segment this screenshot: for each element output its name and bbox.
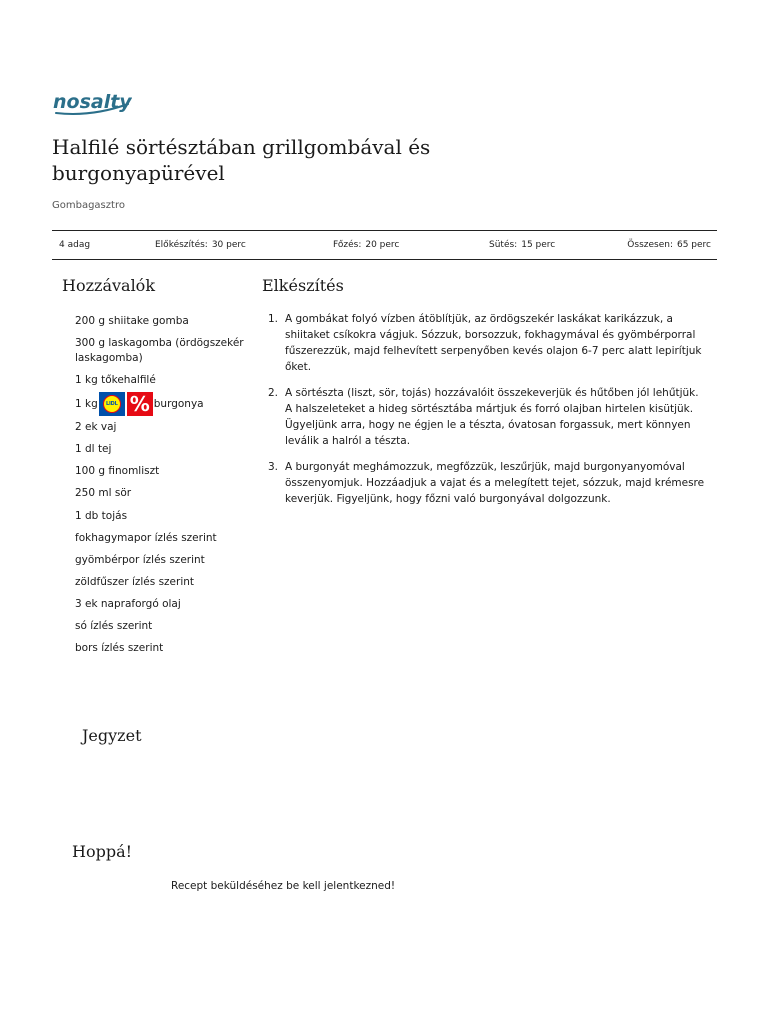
nosalty-logo[interactable] bbox=[52, 84, 132, 118]
prep-time: Előkészítés: 30 perc bbox=[155, 240, 246, 250]
ingredient-item: só ízlés szerint bbox=[75, 620, 153, 632]
ingredient-item: 1 db tojás bbox=[75, 510, 128, 522]
nosalty-logo-icon bbox=[52, 84, 132, 118]
lidl-logo-icon: LIDL bbox=[99, 392, 125, 416]
method-step: 2. A sörtészta (liszt, sör, tojás) hozzávalóit összekeverjük és hűtőben jól lehűtjük. A halszeleteket a hideg sörtésztába mártjuk és forró olajban hirtelen kisütjük. Ügyeljünk arra, hogy ne égjen le a tészta, óvatosan forgassuk, mert könnyen leválik a halról a tészta. bbox=[268, 387, 699, 447]
servings: 4 adag bbox=[59, 240, 91, 250]
ingredient-item: gyömbérpor ízlés szerint bbox=[75, 554, 205, 566]
ingredient-item: 200 g shiitake gomba bbox=[75, 315, 189, 327]
ingredient-list bbox=[75, 314, 255, 656]
note-heading: Jegyzet bbox=[82, 726, 142, 745]
ingredient-item: 300 g laskagomba (ördögszekér laskagomba) bbox=[75, 337, 244, 364]
method-step: 3. A burgonyát meghámozzuk, megfőzzük, leszűrjük, majd burgonyanyomóval összenyomjuk. Hozzáadjuk a vajat és a melegített tejet, sózzuk, majd krémesre keverjük. Figyeljünk, hogy főzni való burgonyával dolgozzunk. bbox=[268, 461, 705, 505]
ingredient-item: zöldfűszer ízlés szerint bbox=[75, 576, 195, 588]
ingredient-item: 100 g finomliszt bbox=[75, 465, 160, 477]
lidl-promo-badge[interactable] bbox=[99, 392, 153, 416]
ingredient-item: 1 kg LIDL % burgonya bbox=[75, 391, 204, 416]
ingredient-item: 1 kg tőkehalfilé bbox=[75, 374, 156, 386]
bake-time: Sütés: 15 perc bbox=[489, 240, 556, 250]
method-steps bbox=[268, 311, 708, 517]
ingredients-heading: Hozzávalók bbox=[62, 276, 156, 295]
percent-icon: % bbox=[127, 392, 153, 416]
ingredient-item: 3 ek napraforgó olaj bbox=[75, 598, 181, 610]
ingredient-item: fokhagymapor ízlés szerint bbox=[75, 532, 217, 544]
recipe-meta-bar bbox=[52, 230, 717, 260]
svg-text:nosalty: nosalty bbox=[53, 91, 132, 113]
cook-time: Főzés: 20 perc bbox=[333, 240, 400, 250]
ingredient-item: bors ízlés szerint bbox=[75, 642, 164, 654]
ingredient-item: 2 ek vaj bbox=[75, 421, 117, 433]
ingredient-item: 250 ml sör bbox=[75, 487, 132, 499]
method-step: 1. A gombákat folyó vízben átöblítjük, az ördögszekér laskákat karikázzuk, a shiitaket csíkokra vágjuk. Sózzuk, borsozzuk, fokhagymával és gyömbérporral fűszerezzük, majd felhevített serpenyőben kevés olajon 6-7 perc alatt lepirítjuk őket. bbox=[268, 313, 702, 373]
recipe-author[interactable]: Gombagasztro bbox=[52, 200, 125, 211]
total-time: Összesen: 65 perc bbox=[627, 240, 711, 250]
method-heading: Elkészítés bbox=[262, 276, 344, 295]
oops-heading: Hoppá! bbox=[72, 842, 133, 861]
ingredient-item: 1 dl tej bbox=[75, 443, 112, 455]
recipe-title: Halfilé sörtésztában grillgombával és burgonyapürével bbox=[52, 135, 431, 185]
login-required-message: Recept beküldéséhez be kell jelentkezned! bbox=[171, 880, 396, 892]
